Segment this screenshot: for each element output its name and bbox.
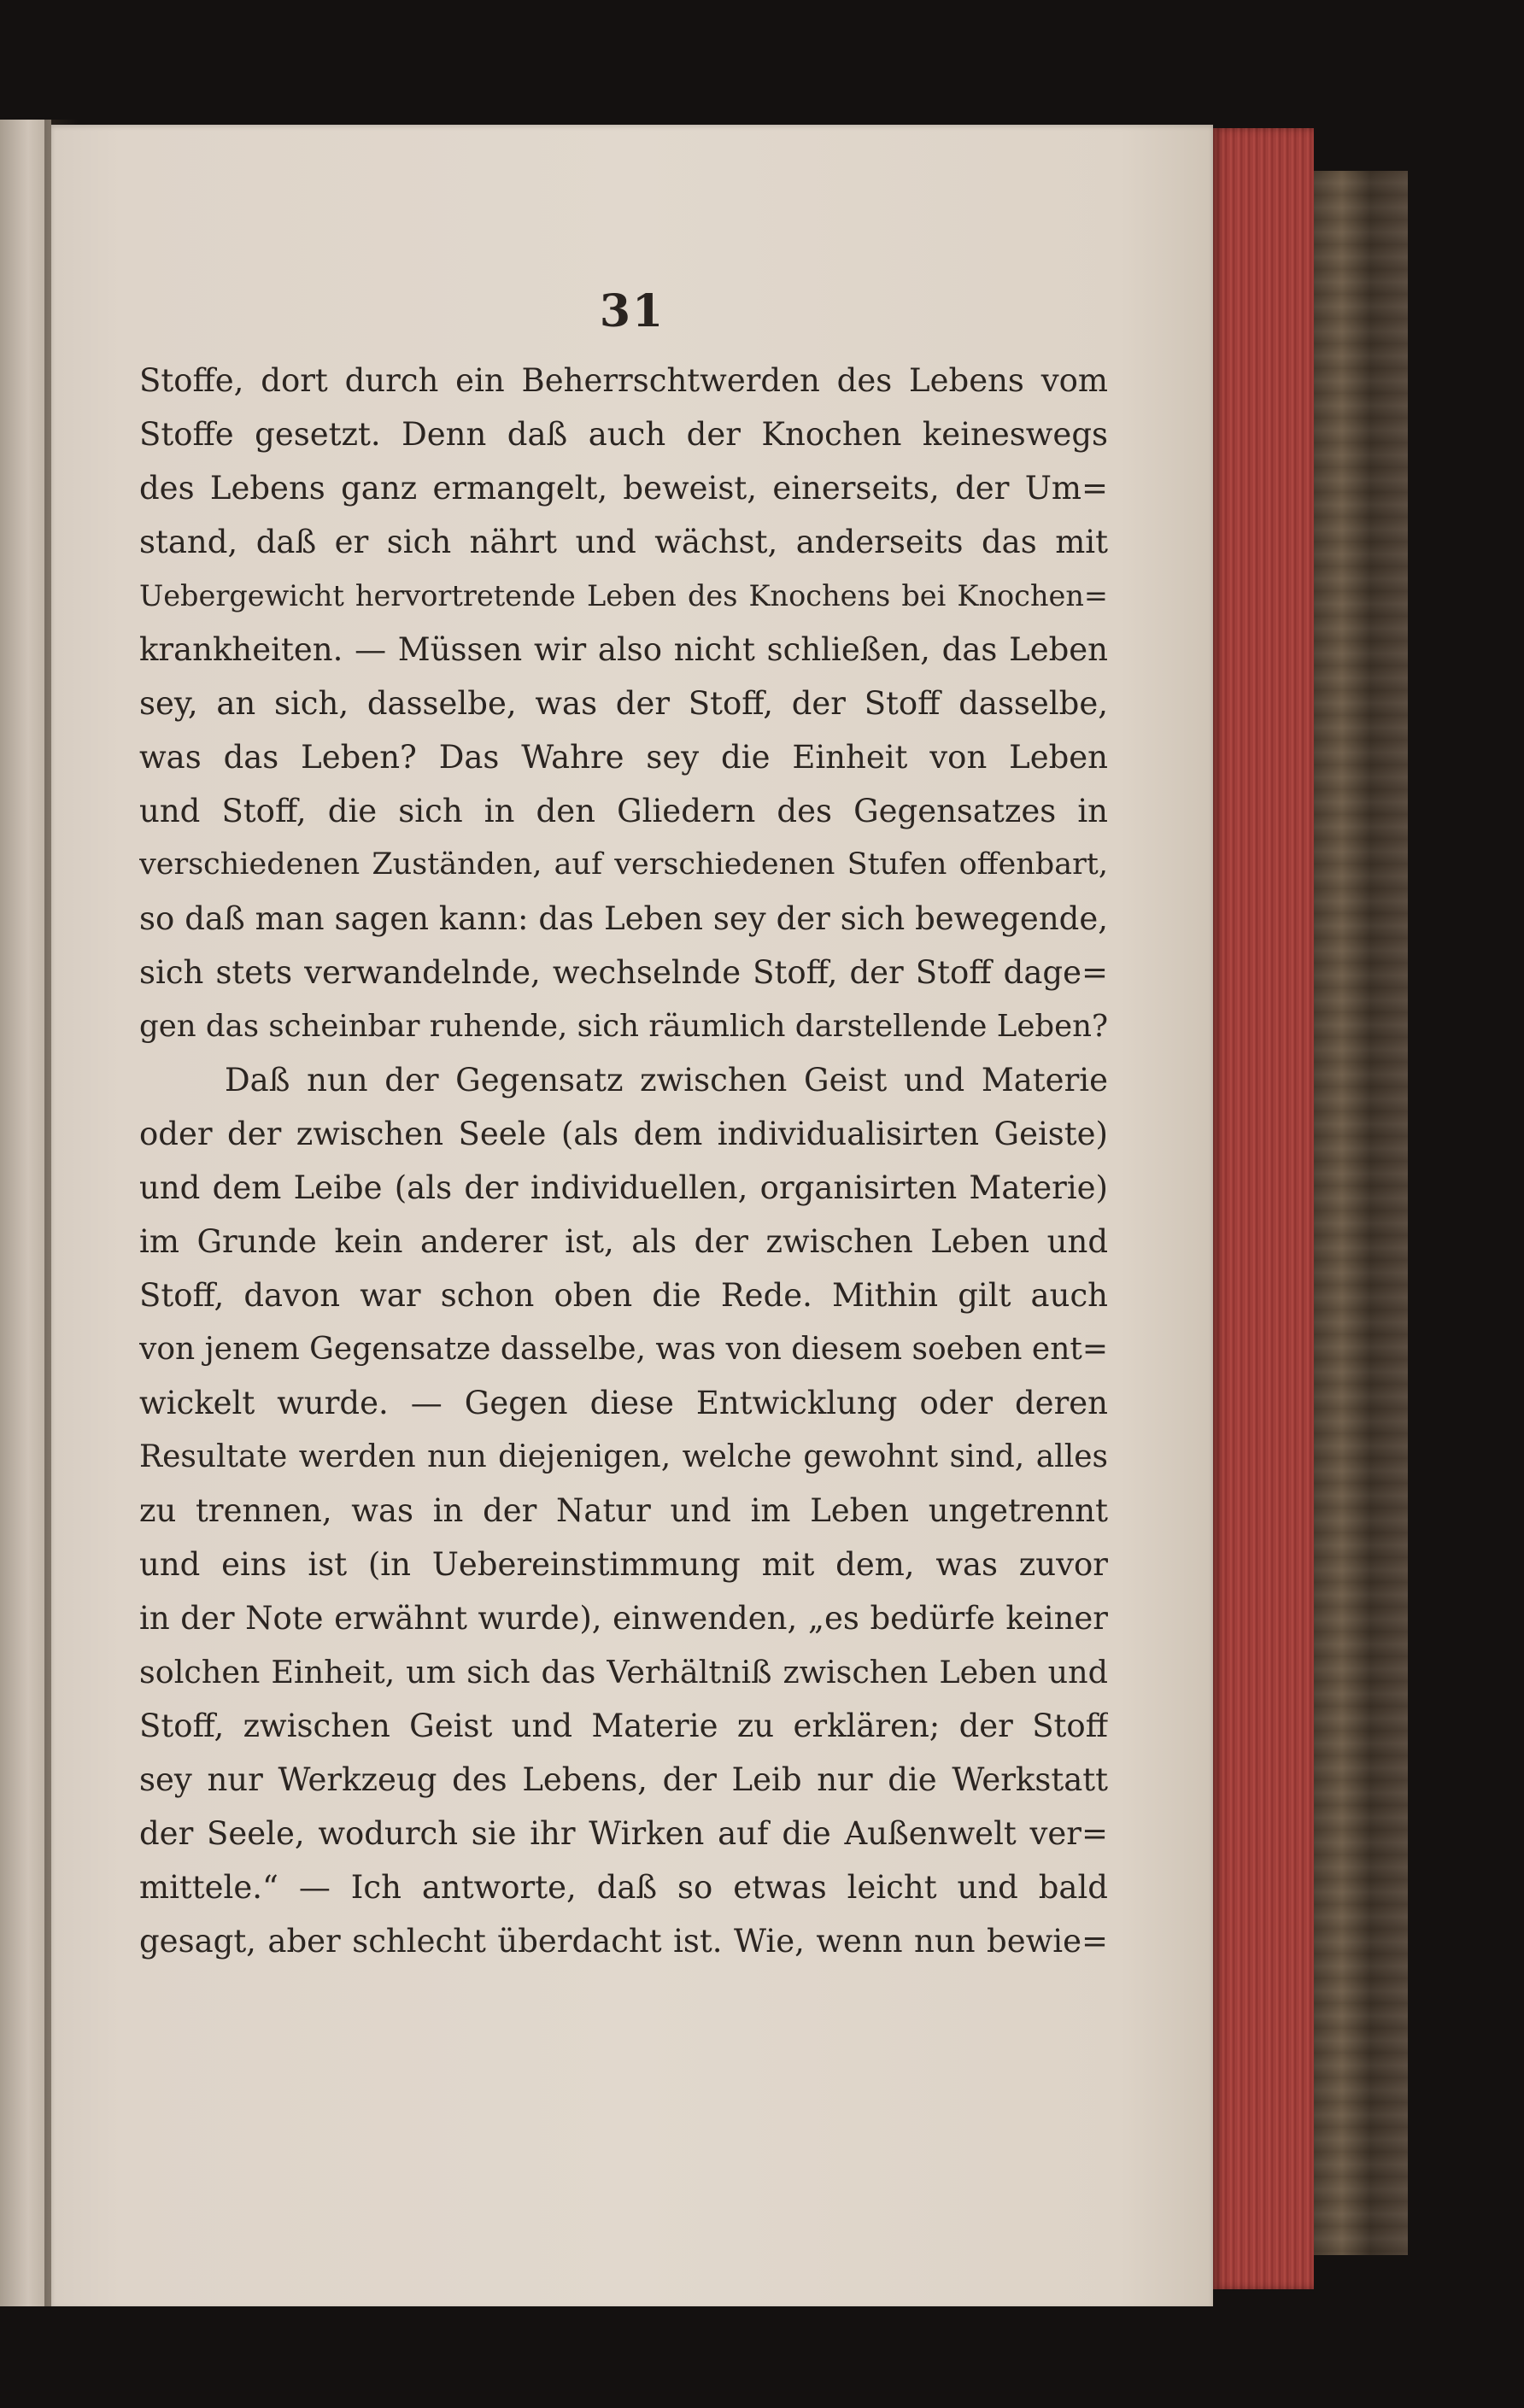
text-line: und dem Leibe (als der individuellen, organisirten Materie) [139,1169,1108,1206]
red-page-edges [1213,128,1314,2289]
page-number: 31 [599,285,665,337]
text-line: Uebergewicht hervortretende Leben des Knochens bei Knochen= [139,579,1108,612]
text-line: was das Leben? Das Wahre sey die Einheit von Leben [139,739,1108,776]
text-line: so daß man sagen kann: das Leben sey der sich bewegende, [139,900,1108,937]
text-line: verschiedenen Zuständen, auf verschiedenen Stufen offenbart, [139,847,1108,882]
text-line: Stoff, zwischen Geist und Materie zu erklären; der Stoff [139,1708,1108,1744]
text-line: sey nur Werkzeug des Lebens, der Leib nur die Werkstatt [139,1761,1108,1798]
text-line: und eins ist (in Uebereinstimmung mit dem, was zuvor [139,1546,1108,1583]
text-line: gesagt, aber schlecht überdacht ist. Wie, wenn nun bewie= [139,1923,1108,1960]
text-line: stand, daß er sich nährt und wächst, anderseits das mit [139,524,1108,560]
text-line: mittele.“ — Ich antworte, daß so etwas leicht und bald [139,1869,1108,1906]
previous-page-edge [0,120,51,2306]
text-line: und Stoff, die sich in den Gliedern des Gegensatzes in [139,793,1108,829]
text-line: sich stets verwandelnde, wechselnde Stoff, der Stoff dage= [139,954,1108,991]
text-line: solchen Einheit, um sich das Verhältniß zwischen Leben und [139,1654,1108,1690]
text-line: krankheiten. — Müssen wir also nicht schließen, das Leben [139,631,1108,668]
book-page [51,125,1213,2306]
text-line: von jenem Gegensatze dasselbe, was von diesem soeben ent= [139,1332,1108,1367]
text-line: der Seele, wodurch sie ihr Wirken auf die Außenwelt ver= [139,1815,1108,1852]
text-line: gen das scheinbar ruhende, sich räumlich darstellende Leben? [139,1009,1108,1044]
text-line: des Lebens ganz ermangelt, beweist, einerseits, der Um= [139,470,1108,507]
text-line: wickelt wurde. — Gegen diese Entwicklung oder deren [139,1385,1108,1421]
text-line: im Grunde kein anderer ist, als der zwischen Leben und [139,1223,1108,1260]
text-line: zu trennen, was in der Natur und im Leben ungetrennt [139,1492,1108,1529]
book-cover-texture [1314,171,1408,2255]
body-text [139,354,1108,1968]
text-line: Stoffe gesetzt. Denn daß auch der Knochen keineswegs [139,416,1108,453]
text-line: Stoff, davon war schon oben die Rede. Mithin gilt auch [139,1277,1108,1314]
text-line: oder der zwischen Seele (als dem individualisirten Geiste) [139,1116,1108,1152]
text-line: in der Note erwähnt wurde), einwenden, „es bedürfe keiner [139,1600,1108,1637]
text-line-indented: Daß nun der Gegensatz zwischen Geist und Materie [225,1062,1108,1099]
text-line: Resultate werden nun diejenigen, welche gewohnt sind, alles [139,1439,1108,1474]
text-line: sey, an sich, dasselbe, was der Stoff, der Stoff dasselbe, [139,685,1108,722]
text-line: Stoffe, dort durch ein Beherrschtwerden des Lebens vom [139,362,1108,399]
